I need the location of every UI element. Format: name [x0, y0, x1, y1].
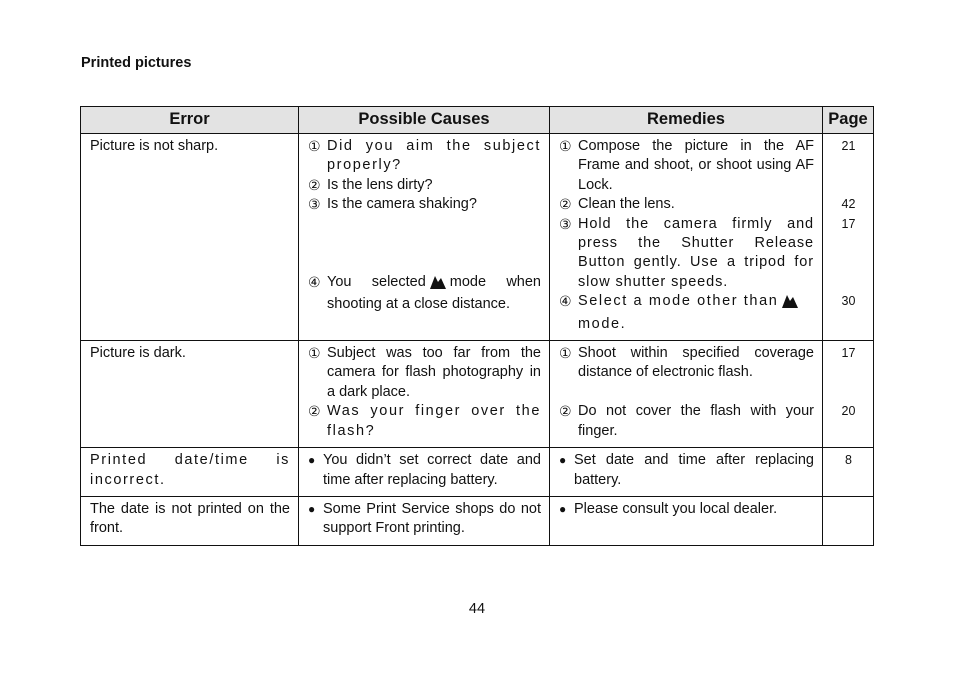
cause-item [308, 500, 541, 539]
remedy-text: Do not cover the flash with your finger. [578, 403, 814, 439]
item-marker: ④ [308, 273, 321, 290]
item-marker: ② [308, 176, 321, 193]
page-number: 44 [468, 601, 486, 617]
remedy-text: Clean the lens. [578, 196, 675, 213]
error-text: Printed date/time is incorrect. [90, 452, 290, 488]
cause-text: You selected [327, 273, 426, 290]
page-ref: 8 [845, 453, 852, 468]
page-cell [823, 341, 874, 448]
cause-item [308, 195, 541, 214]
page-ref: 42 [841, 197, 856, 212]
cause-item [308, 402, 541, 441]
page-cell [823, 134, 874, 341]
remedy-text: Select a mode other than [578, 293, 779, 310]
remedy-item [559, 292, 814, 334]
causes-cell [299, 448, 550, 497]
header-error: Error [81, 107, 299, 134]
page-ref: 21 [841, 139, 856, 153]
item-marker: ① [308, 138, 321, 154]
cause-item [308, 344, 541, 402]
causes-cell [299, 134, 550, 341]
cause-text: Some Print Service shops do not support Front printing. [323, 500, 541, 537]
page-ref: 20 [841, 404, 856, 419]
page-ref: 17 [841, 346, 856, 361]
error-text: Picture is dark. [90, 345, 186, 362]
bullet-icon: ● [559, 453, 567, 468]
item-marker: ② [308, 403, 321, 420]
header-possible-causes: Possible Causes [299, 107, 550, 134]
causes-cell [299, 496, 550, 545]
remedies-cell [550, 341, 823, 448]
remedy-text: mode. [578, 315, 627, 332]
table-row [81, 341, 874, 448]
item-marker: ② [559, 196, 572, 213]
remedy-text: Compose the picture in the AF Frame and shoot, or shoot using AF Lock. [578, 138, 814, 193]
cause-text: mode when shooting at a close distance. [327, 273, 541, 313]
cause-text: Did you aim the subject properly? [327, 138, 541, 174]
error-text: The date is not printed on the front. [90, 500, 290, 537]
remedies-cell [550, 134, 823, 341]
item-marker: ② [559, 403, 572, 420]
page-ref: 30 [841, 294, 856, 309]
item-marker: ① [308, 345, 321, 362]
remedy-text: Hold the camera firmly and press the Shutter Release Button gently. Use a tripod for slow shutter speeds. [578, 215, 814, 290]
item-marker: ① [559, 345, 572, 362]
remedy-item [559, 451, 814, 490]
remedy-text: Please consult you local dealer. [574, 500, 778, 517]
page-cell [823, 496, 874, 545]
item-marker: ① [559, 138, 572, 154]
landscape-mode-icon [782, 292, 798, 314]
table-row [81, 496, 874, 545]
remedy-text: Set date and time after replacing battery. [574, 452, 814, 488]
cause-item [308, 451, 541, 490]
table-row [81, 134, 874, 341]
cause-item [308, 137, 541, 176]
error-cell [81, 496, 299, 545]
cause-text: You didn’t set correct date and time after replacing battery. [323, 452, 541, 488]
remedy-text: Shoot within specified coverage distance of electronic flash. [578, 345, 814, 381]
remedy-item [559, 344, 814, 383]
bullet-icon: ● [308, 501, 316, 516]
item-marker: ③ [559, 215, 572, 232]
remedy-item [559, 137, 814, 195]
item-marker: ③ [308, 196, 321, 213]
remedies-cell [550, 448, 823, 497]
error-cell [81, 341, 299, 448]
error-cell [81, 134, 299, 341]
table-row [81, 448, 874, 497]
header-page: Page [823, 107, 874, 134]
cause-text: Subject was too far from the camera for flash photography in a dark place. [327, 345, 541, 400]
cause-text: Was your finger over the flash? [327, 403, 541, 439]
remedy-item [559, 402, 814, 441]
error-text: Picture is not sharp. [90, 138, 219, 154]
cause-item [308, 176, 541, 195]
bullet-icon: ● [308, 453, 316, 468]
page-ref: 17 [841, 216, 856, 231]
remedy-item [559, 195, 814, 214]
remedy-item [559, 215, 814, 293]
troubleshooting-table [80, 106, 874, 546]
landscape-mode-icon [430, 273, 446, 295]
cause-item [308, 273, 541, 315]
error-cell [81, 448, 299, 497]
remedy-item [559, 500, 814, 519]
section-title: Printed pictures [81, 55, 192, 71]
bullet-icon: ● [559, 501, 567, 516]
header-remedies: Remedies [550, 107, 823, 134]
cause-text: Is the camera shaking? [327, 196, 477, 213]
remedies-cell [550, 496, 823, 545]
page-cell [823, 448, 874, 497]
table-header-row [81, 107, 874, 134]
causes-cell [299, 341, 550, 448]
item-marker: ④ [559, 293, 572, 310]
cause-text: Is the lens dirty? [327, 176, 433, 193]
